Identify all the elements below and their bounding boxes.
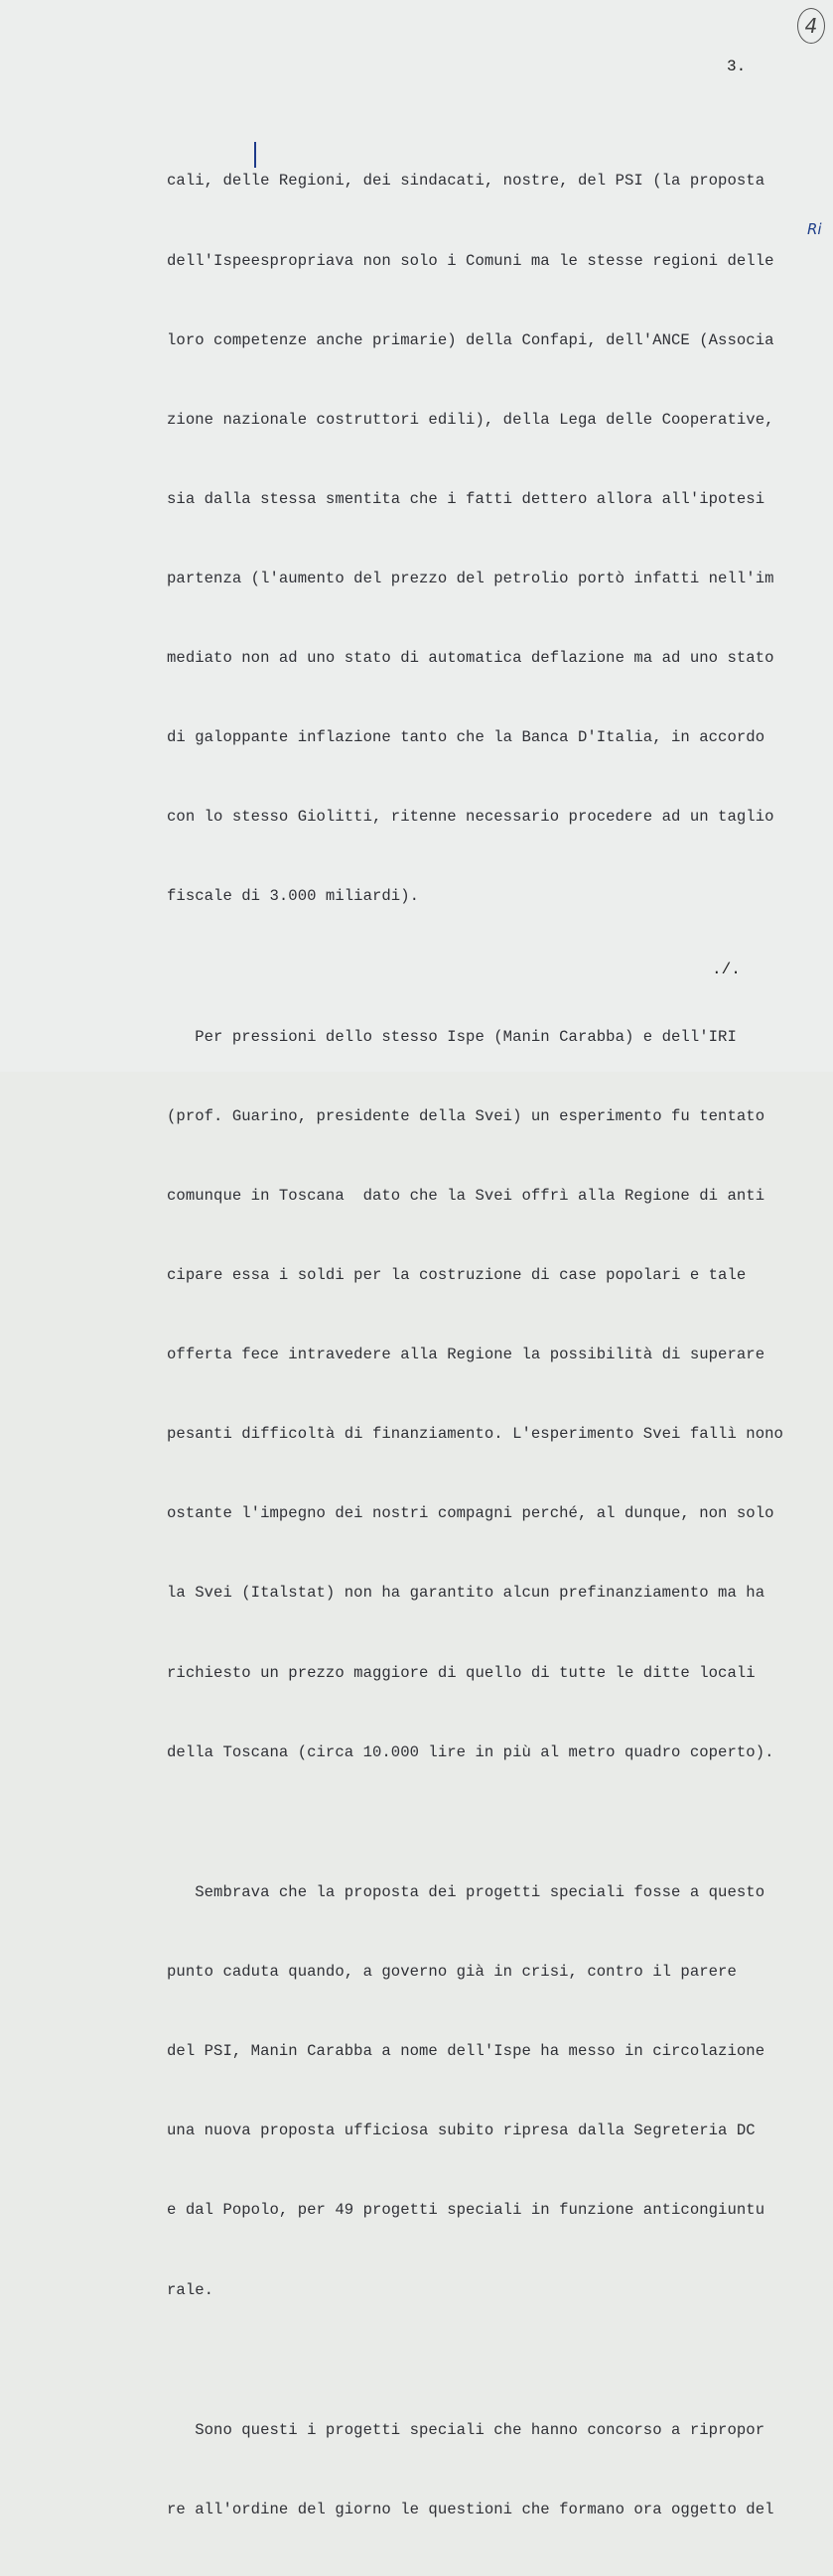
text-line: cali, delle Regioni, dei sindacati, nostre, del PSI (la proposta	[167, 172, 765, 191]
paragraph-gap	[167, 1819, 826, 1827]
text-line: comunque in Toscana dato che la Svei offrì alla Regione di anti	[167, 1186, 765, 1205]
text-line: e dal Popolo, per 49 progetti speciali in funzione anticongiuntu	[167, 2201, 765, 2220]
text-line: rale.	[167, 2280, 214, 2299]
text-line: una nuova proposta ufficiosa subito ripresa dalla Segreteria DC	[167, 2122, 756, 2140]
paragraph-gap	[167, 2357, 826, 2365]
typewritten-body	[167, 115, 826, 2576]
text-line: mediato non ad uno stato di automatica deflazione ma ad uno stato	[167, 648, 774, 667]
text-line: ostante l'impegno dei nostri compagni perché, al dunque, non solo	[167, 1504, 774, 1523]
text-line: la Svei (Italstat) non ha garantito alcun prefinanziamento ma ha	[167, 1584, 765, 1603]
handwritten-margin-note: Ri	[807, 220, 822, 238]
text-line: pesanti difficoltà di finanziamento. L'esperimento Svei fallì nono	[167, 1425, 783, 1444]
text-line: con lo stesso Giolitti, ritenne necessario procedere ad un taglio	[167, 808, 774, 827]
text-line: della Toscana (circa 10.000 lire in più al metro quadro coperto).	[167, 1742, 774, 1761]
text-line: di galoppante inflazione tanto che la Banca D'Italia, in accordo	[167, 728, 765, 747]
text-line: del PSI, Manin Carabba a nome dell'Ispe ha messo in circolazione	[167, 2042, 765, 2061]
text-line: punto caduta quando, a governo già in crisi, contro il parere	[167, 1963, 737, 1982]
page-corner-number: 4	[797, 8, 825, 44]
text-line: offerta fece intravedere alla Regione la possibilità di superare	[167, 1346, 765, 1364]
text-line: richiesto un prezzo maggiore di quello di tutte le ditte locali	[167, 1663, 756, 1682]
continuation-mark: ./.	[712, 961, 741, 978]
text-line: cipare essa i soldi per la costruzione di case popolari e tale	[167, 1266, 747, 1285]
text-line: loro competenze anche primarie) della Confapi, dell'ANCE (Associa	[167, 330, 774, 349]
page-number: 3.	[727, 58, 747, 75]
text-line: dell'Ispeespropriava non solo i Comuni ma le stesse regioni delle	[167, 251, 774, 270]
text-line: Sono questi i progetti speciali che hanno concorso a ripropor	[167, 2421, 765, 2440]
text-line: partenza (l'aumento del prezzo del petrolio portò infatti nell'im	[167, 569, 774, 587]
text-line: zione nazionale costruttori edili), della Lega delle Cooperative,	[167, 410, 774, 429]
text-line: Per pressioni dello stesso Ispe (Manin Carabba) e dell'IRI	[167, 1027, 737, 1046]
text-line: re all'ordine del giorno le questioni che formano ora oggetto del	[167, 2501, 774, 2519]
text-line: (prof. Guarino, presidente della Svei) un esperimento fu tentato	[167, 1106, 765, 1125]
text-line: Sembrava che la proposta dei progetti speciali fosse a questo	[167, 1883, 765, 1902]
text-line: fiscale di 3.000 miliardi).	[167, 887, 420, 906]
text-line: sia dalla stessa smentita che i fatti dettero allora all'ipotesi	[167, 489, 765, 508]
